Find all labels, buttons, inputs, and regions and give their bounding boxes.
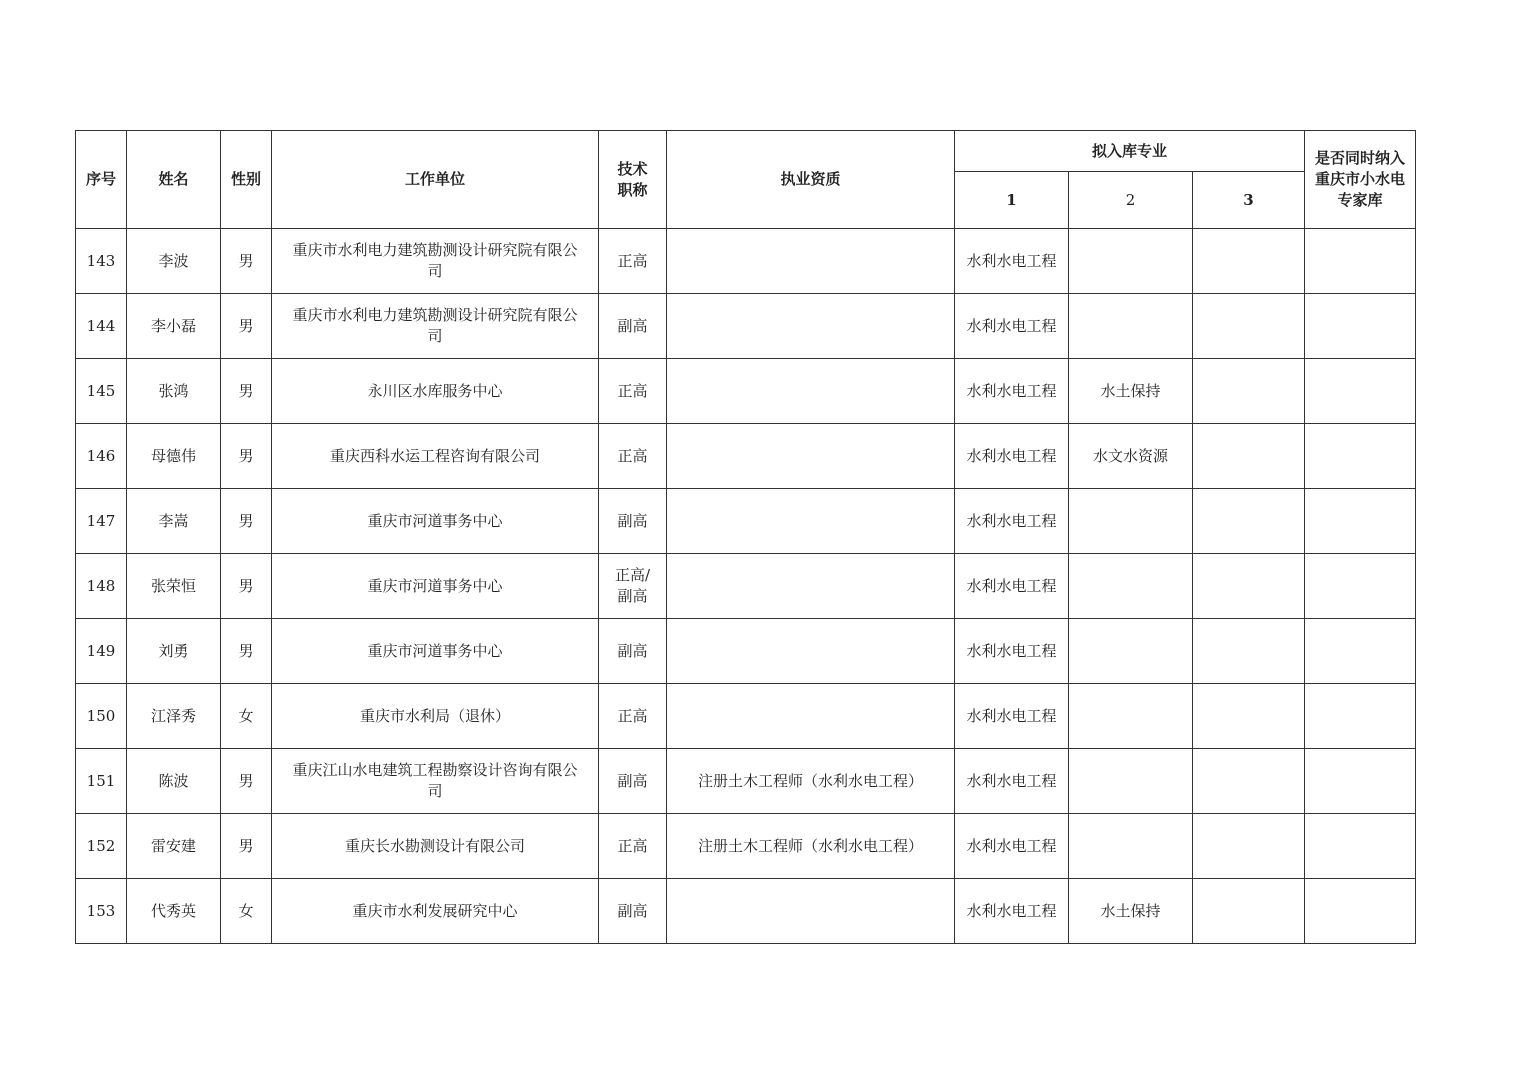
header-name: 姓名 [127,131,221,229]
table-row [76,489,1416,554]
cell-title: 副高 [599,489,667,554]
header-major-2: 2 [1069,172,1193,229]
cell-major-1: 水利水电工程 [955,424,1069,489]
cell-major-2 [1069,554,1193,619]
cell-name: 刘勇 [127,619,221,684]
table-row [76,814,1416,879]
table-row [76,554,1416,619]
header-seq: 序号 [76,131,127,229]
cell-name: 陈波 [127,749,221,814]
expert-list-sheet [75,130,1415,944]
cell-unit: 重庆长水勘测设计有限公司 [272,814,599,879]
table-row [76,749,1416,814]
table-body [76,229,1416,944]
cell-major-1: 水利水电工程 [955,879,1069,944]
cell-major-2: 水土保持 [1069,879,1193,944]
cell-name: 雷安建 [127,814,221,879]
cell-unit: 重庆市水利电力建筑勘测设计研究院有限公司 [272,229,599,294]
header-title: 技术职称 [599,131,667,229]
cell-title: 正高 [599,359,667,424]
header-qualification: 执业资质 [667,131,955,229]
cell-major-2 [1069,814,1193,879]
expert-table [75,130,1416,944]
cell-qualification [667,294,955,359]
table-row [76,879,1416,944]
cell-unit: 重庆市河道事务中心 [272,489,599,554]
cell-name: 母德伟 [127,424,221,489]
cell-major-3 [1193,424,1305,489]
cell-major-3 [1193,489,1305,554]
cell-seq: 146 [76,424,127,489]
cell-gender: 男 [221,424,272,489]
cell-small-hydro [1305,489,1416,554]
cell-small-hydro [1305,229,1416,294]
cell-title: 副高 [599,619,667,684]
cell-major-2: 水土保持 [1069,359,1193,424]
cell-qualification: 注册土木工程师（水利水电工程） [667,749,955,814]
cell-seq: 152 [76,814,127,879]
header-major-3: 3 [1193,172,1305,229]
cell-title: 副高 [599,879,667,944]
cell-small-hydro [1305,814,1416,879]
cell-major-2 [1069,684,1193,749]
cell-small-hydro [1305,619,1416,684]
table-row [76,619,1416,684]
cell-qualification: 注册土木工程师（水利水电工程） [667,814,955,879]
cell-name: 李小磊 [127,294,221,359]
header-major-group: 拟入库专业 [955,131,1305,172]
cell-unit: 永川区水库服务中心 [272,359,599,424]
cell-major-1: 水利水电工程 [955,229,1069,294]
cell-major-3 [1193,294,1305,359]
cell-name: 张鸿 [127,359,221,424]
cell-major-2: 水文水资源 [1069,424,1193,489]
cell-major-3 [1193,879,1305,944]
cell-seq: 148 [76,554,127,619]
cell-name: 张荣恒 [127,554,221,619]
header-major-1: 1 [955,172,1069,229]
cell-gender: 女 [221,879,272,944]
header-unit: 工作单位 [272,131,599,229]
header-gender: 性别 [221,131,272,229]
cell-small-hydro [1305,554,1416,619]
cell-unit: 重庆江山水电建筑工程勘察设计咨询有限公司 [272,749,599,814]
cell-unit: 重庆市水利发展研究中心 [272,879,599,944]
cell-major-3 [1193,749,1305,814]
cell-major-1: 水利水电工程 [955,619,1069,684]
cell-qualification [667,489,955,554]
cell-major-1: 水利水电工程 [955,554,1069,619]
cell-gender: 男 [221,229,272,294]
cell-title: 副高 [599,749,667,814]
cell-seq: 147 [76,489,127,554]
cell-major-3 [1193,619,1305,684]
cell-major-2 [1069,294,1193,359]
cell-small-hydro [1305,359,1416,424]
cell-gender: 男 [221,814,272,879]
cell-name: 李嵩 [127,489,221,554]
cell-major-3 [1193,554,1305,619]
cell-title: 正高/副高 [599,554,667,619]
cell-title: 正高 [599,684,667,749]
table-row [76,359,1416,424]
cell-small-hydro [1305,294,1416,359]
cell-qualification [667,424,955,489]
cell-unit: 重庆市河道事务中心 [272,619,599,684]
cell-name: 江泽秀 [127,684,221,749]
cell-major-1: 水利水电工程 [955,359,1069,424]
cell-major-2 [1069,619,1193,684]
cell-major-3 [1193,684,1305,749]
cell-gender: 男 [221,749,272,814]
cell-qualification [667,879,955,944]
cell-small-hydro [1305,879,1416,944]
cell-gender: 男 [221,554,272,619]
cell-unit: 重庆市水利局（退休） [272,684,599,749]
cell-title: 副高 [599,294,667,359]
cell-gender: 男 [221,619,272,684]
cell-major-2 [1069,749,1193,814]
cell-gender: 男 [221,489,272,554]
table-row [76,684,1416,749]
cell-major-1: 水利水电工程 [955,814,1069,879]
table-row [76,229,1416,294]
header-small-hydro: 是否同时纳入重庆市小水电专家库 [1305,131,1416,229]
cell-qualification [667,359,955,424]
cell-title: 正高 [599,424,667,489]
cell-name: 李波 [127,229,221,294]
cell-qualification [667,229,955,294]
cell-major-1: 水利水电工程 [955,489,1069,554]
cell-seq: 143 [76,229,127,294]
cell-title: 正高 [599,814,667,879]
cell-seq: 149 [76,619,127,684]
cell-major-1: 水利水电工程 [955,294,1069,359]
cell-gender: 男 [221,294,272,359]
cell-major-1: 水利水电工程 [955,749,1069,814]
cell-small-hydro [1305,684,1416,749]
cell-small-hydro [1305,749,1416,814]
cell-qualification [667,554,955,619]
cell-title: 正高 [599,229,667,294]
cell-unit: 重庆西科水运工程咨询有限公司 [272,424,599,489]
cell-name: 代秀英 [127,879,221,944]
cell-gender: 男 [221,359,272,424]
cell-major-2 [1069,229,1193,294]
cell-seq: 150 [76,684,127,749]
cell-qualification [667,684,955,749]
table-header [76,131,1416,229]
cell-seq: 144 [76,294,127,359]
cell-major-2 [1069,489,1193,554]
cell-major-3 [1193,814,1305,879]
cell-gender: 女 [221,684,272,749]
cell-unit: 重庆市水利电力建筑勘测设计研究院有限公司 [272,294,599,359]
cell-seq: 151 [76,749,127,814]
cell-seq: 153 [76,879,127,944]
table-row [76,294,1416,359]
cell-qualification [667,619,955,684]
table-row [76,424,1416,489]
cell-major-1: 水利水电工程 [955,684,1069,749]
cell-small-hydro [1305,424,1416,489]
cell-major-3 [1193,359,1305,424]
cell-unit: 重庆市河道事务中心 [272,554,599,619]
cell-seq: 145 [76,359,127,424]
cell-major-3 [1193,229,1305,294]
